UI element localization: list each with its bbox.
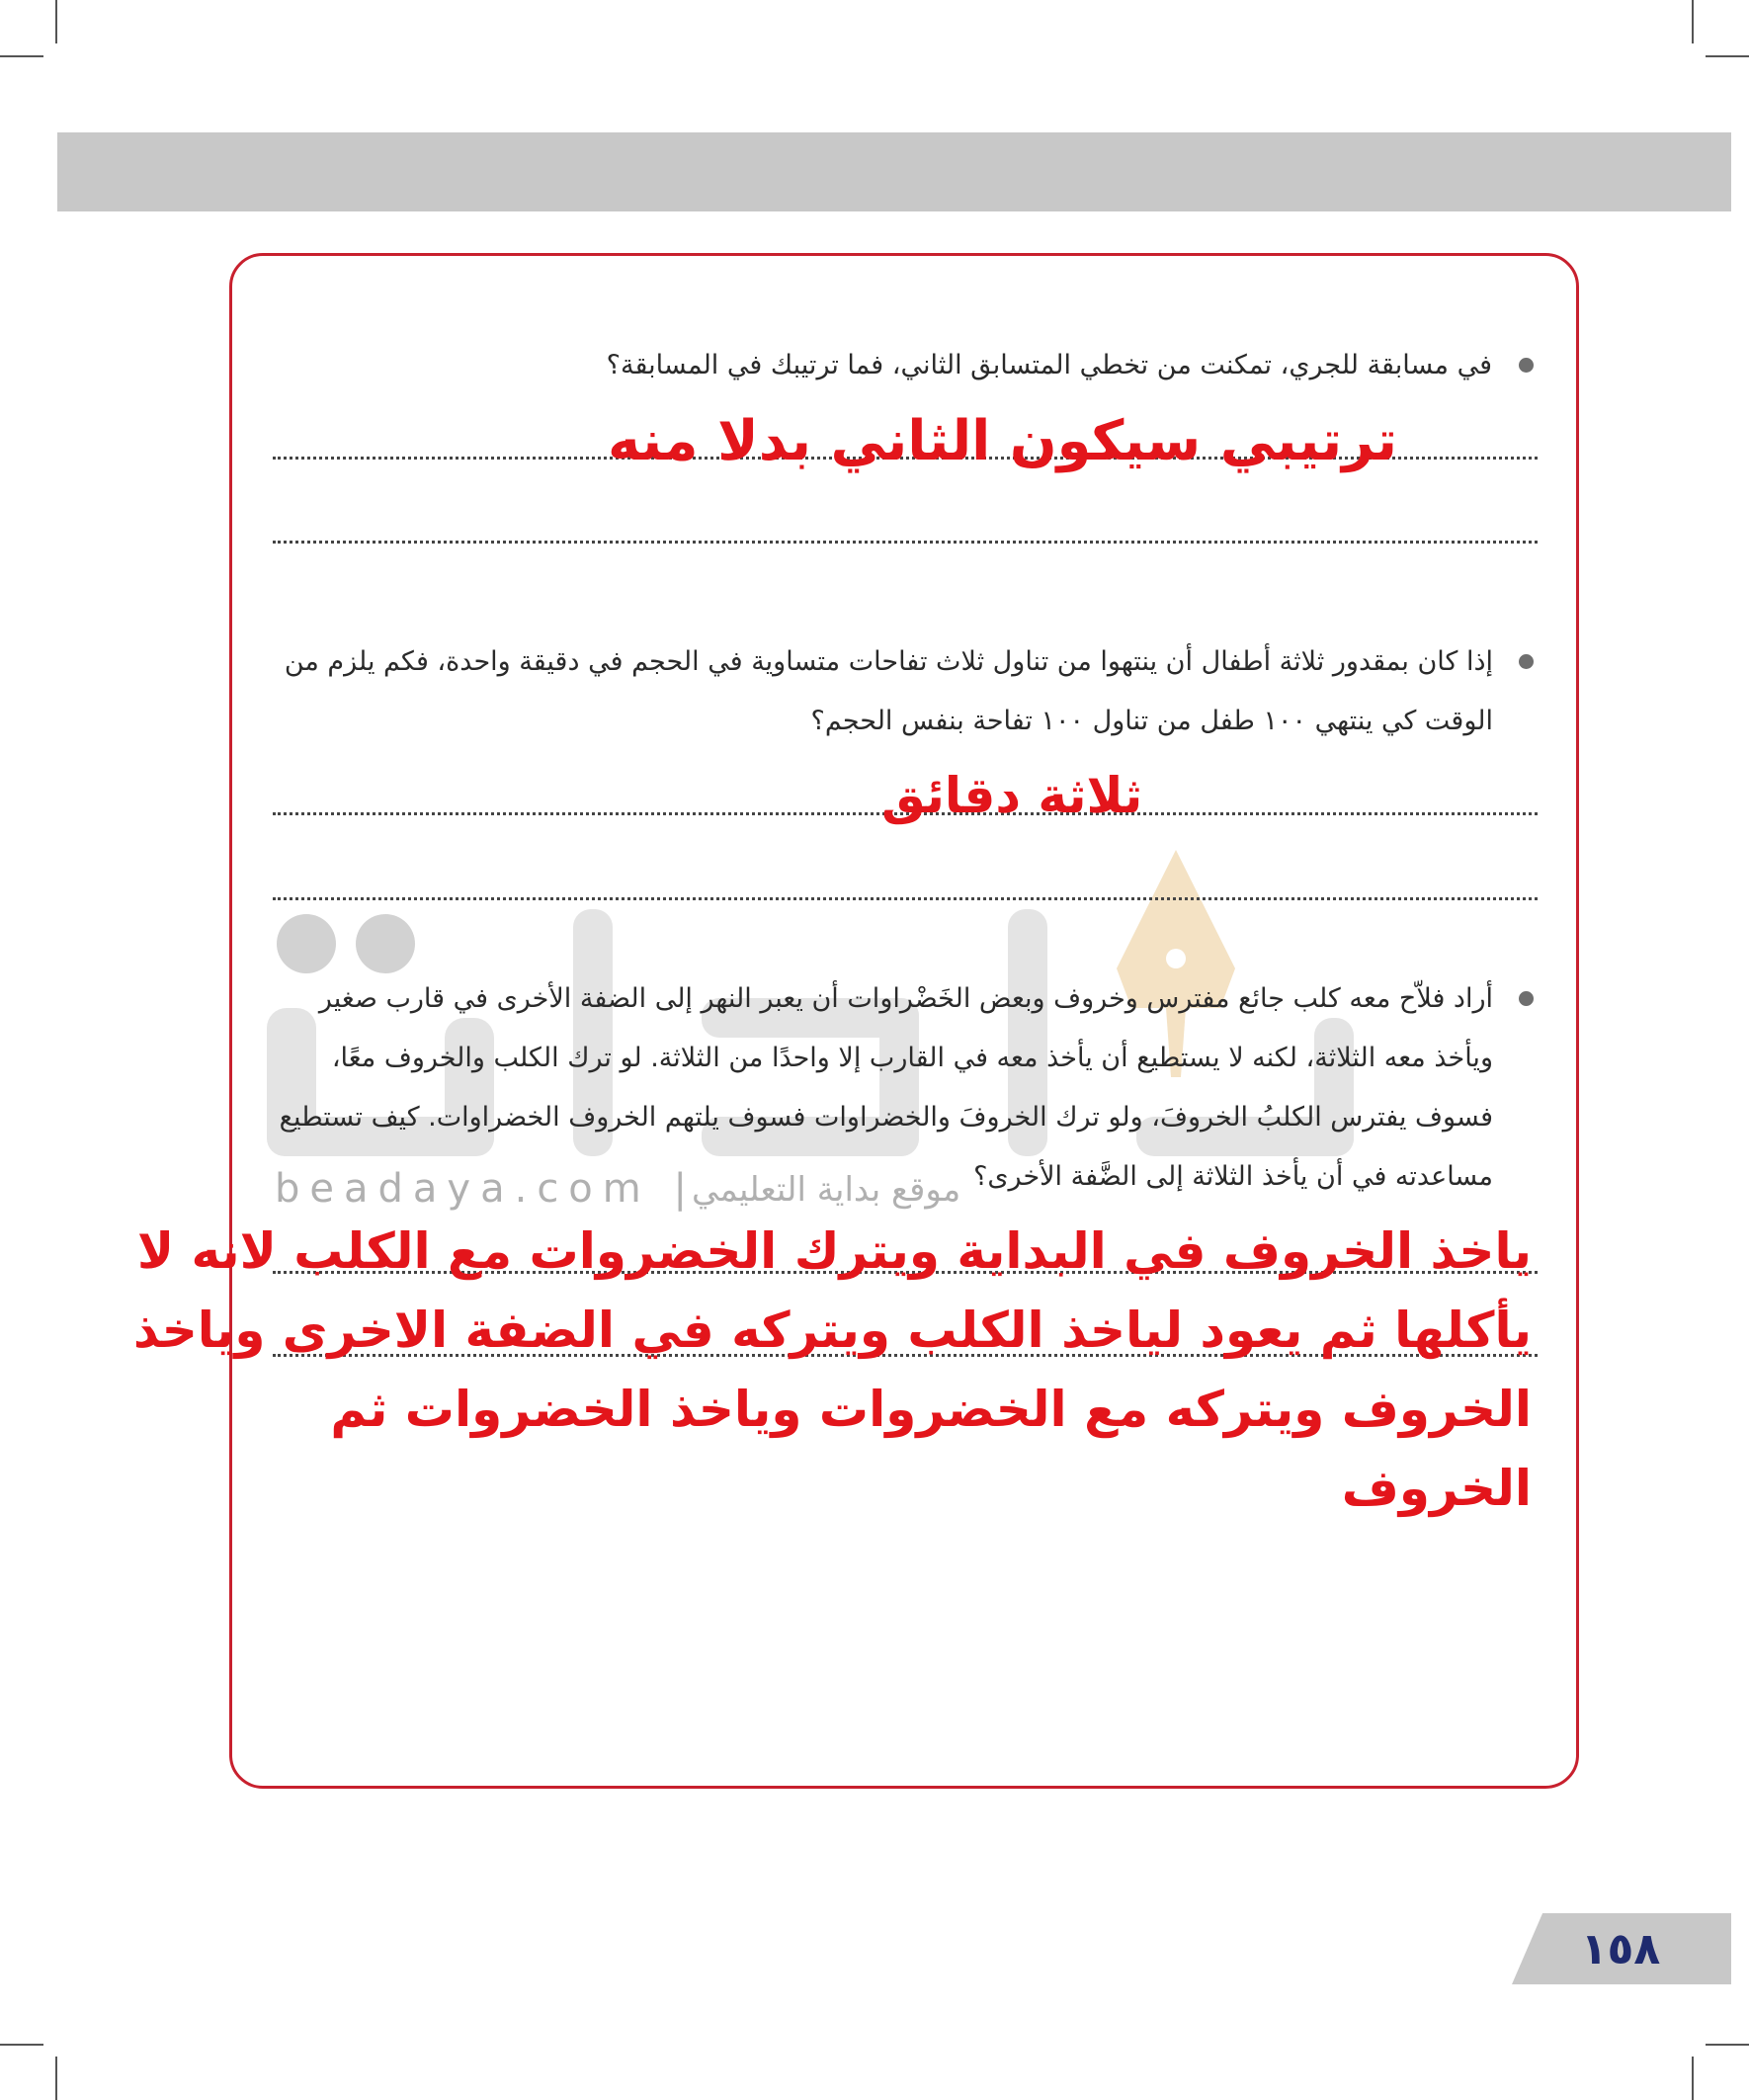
crop-mark bbox=[1706, 2044, 1749, 2046]
crop-mark bbox=[1692, 0, 1694, 43]
crop-mark bbox=[0, 2044, 43, 2046]
question-2-text: إذا كان بمقدور ثلاثة أطفال أن ينتهوا من تناول ثلاث تفاحات متساوية في الحجم في دقيقة واحدة، فكم يلزم من الوقت كي ينتهي ١٠٠ طفل من تناول ١٠٠ تفاحة بنفس الحجم؟ bbox=[284, 646, 1493, 736]
answer-2: ثلاثة دقائق bbox=[881, 767, 1143, 824]
crop-mark bbox=[55, 2057, 57, 2100]
crop-mark bbox=[1706, 55, 1749, 57]
answer-line bbox=[273, 541, 1538, 544]
watermark-site: beadaya.com | bbox=[275, 1166, 697, 1212]
header-bar bbox=[57, 132, 1731, 211]
crop-mark bbox=[1692, 2057, 1694, 2100]
question-1-text: في مسابقة للجري، تمكنت من تخطي المتسابق الثاني، فما ترتيبك في المسابقة؟ bbox=[606, 350, 1492, 380]
crop-mark bbox=[0, 55, 43, 57]
question-3-text: أراد فلاّح معه كلب جائع مفترس وخروف وبعض الخَضْراوات أن يعبر النهر إلى الضفة الأخرى في قارب صغير ويأخذ معه الثلاثة، لكنه لا يستطيع أن يأخذ معه في القارب إلا واحدًا من الثلاثة. لو ترك الكلب والخروف معًا، فسوف يفترس الكلبُ الخروفَ، ولو ترك الخروفَ والخضراوات فسوف يلتهم الخروف الخضراوات. كيف تستطيع مساعدته في أن يأخذ الثلاثة إلى الضَّفة الأخرى؟ bbox=[279, 983, 1493, 1192]
answer-3: ياخذ الخروف في البداية ويترك الخضروات مع الكلب لانه لا يأكلها ثم يعود لياخذ الكلب ويتركه في الضفة الاخرى وياخذ الخروف ويتركه مع الخضروات وياخذ الخضروات ثم الخروف bbox=[132, 1222, 1532, 1517]
crop-mark bbox=[55, 0, 57, 43]
page-number: ١٥٨ bbox=[1580, 1924, 1661, 1974]
answer-1: ترتيبي سيكون الثاني بدلا منه bbox=[608, 409, 1398, 473]
watermark-tagline: موقع بداية التعليمي bbox=[692, 1170, 961, 1210]
bullet-icon bbox=[1519, 654, 1534, 669]
bullet-icon bbox=[1519, 991, 1534, 1006]
bullet-icon bbox=[1519, 358, 1534, 373]
answer-line bbox=[273, 897, 1538, 900]
